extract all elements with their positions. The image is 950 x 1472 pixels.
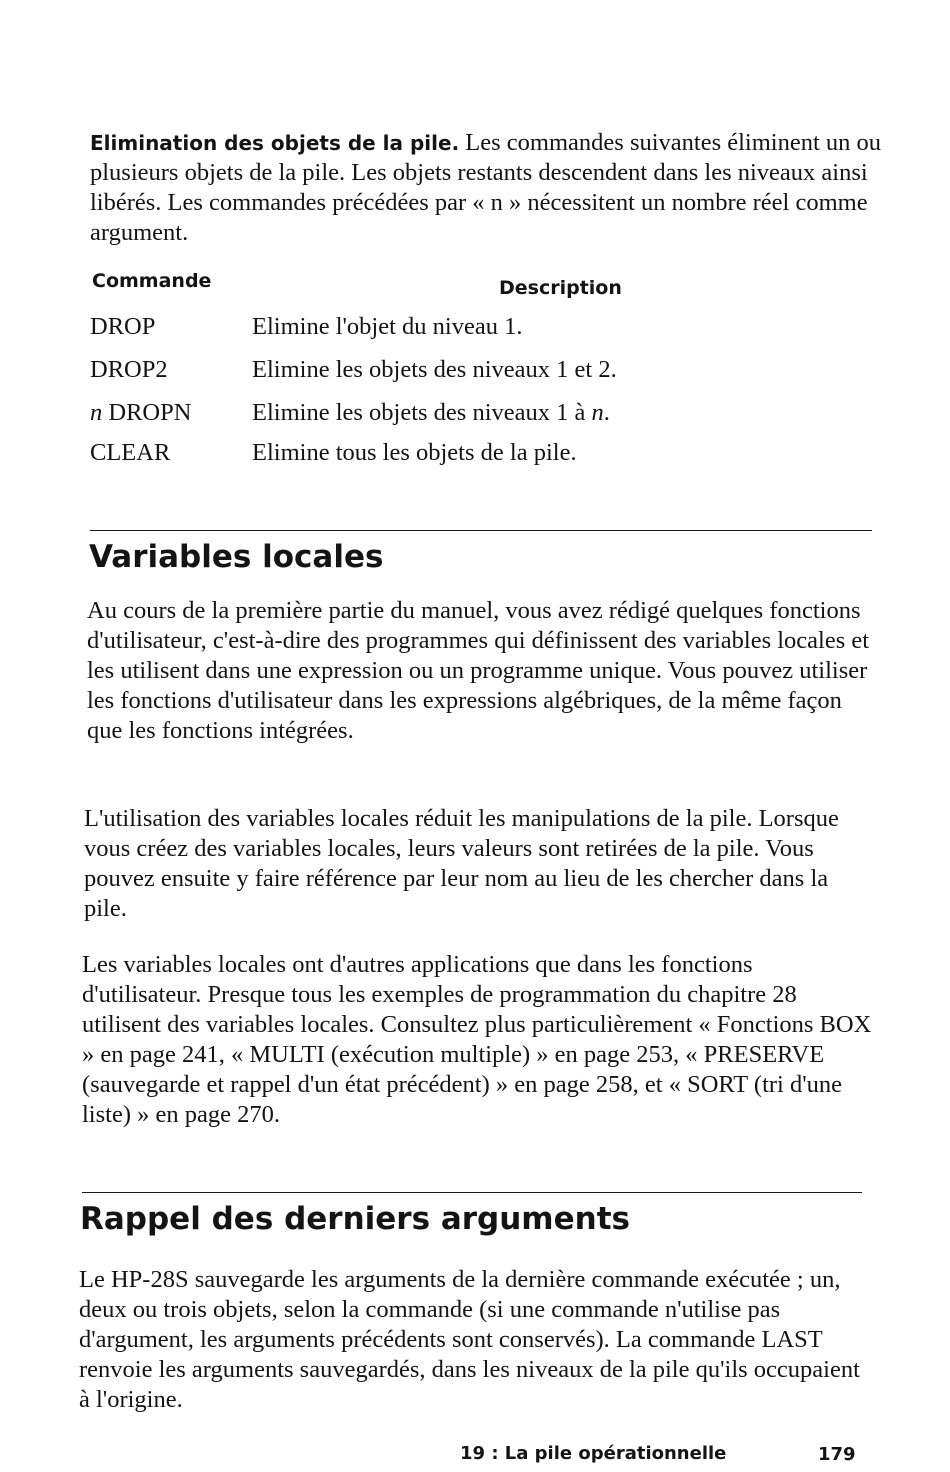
command-name: DROP (90, 313, 156, 340)
page-number: 179 (818, 1444, 856, 1465)
body-paragraph: Les variables locales ont d'autres applications que dans les fonctions d'utilisateur. Presque tous les exemples de programmation du chapitre 28 utilisent des variables locales. Consultez plus particulièrement « Fonctions BOX » en page 241, « MULTI (exécution multiple) » en page 253, « PRESERVE (sauvegarde et rappel d'un état précédent) » en page 258, et « SORT (tri d'une liste) » en page 270. (82, 951, 872, 1128)
command-name: DROP2 (90, 356, 168, 383)
command-keyword: DROPN (102, 399, 192, 426)
table-row (90, 398, 870, 432)
description-text: Elimine les objets des niveaux 1 à (252, 399, 592, 426)
command-name (90, 398, 191, 428)
intro-lead: Elimination des objets de la pile. (90, 131, 460, 155)
command-description: Elimine les objets des niveaux 1 et 2. (252, 356, 617, 383)
table-row (90, 438, 870, 472)
table-header-description: Description (499, 277, 622, 299)
description-variable: n (591, 399, 604, 426)
table-header-command: Commande (92, 270, 212, 292)
section-heading: Variables locales (89, 539, 384, 575)
section-divider (90, 530, 872, 531)
intro-paragraph (90, 128, 882, 248)
command-variable: n (90, 399, 103, 426)
intro-text: Les commandes suivantes éliminent un ou plusieurs objets de la pile. Les objets restants descendent dans les niveaux ainsi libérés. Les commandes précédées par « n » nécessitent un nombre réel comme argument. (90, 129, 882, 246)
section-divider (82, 1192, 862, 1193)
section-heading: Rappel des derniers arguments (80, 1201, 630, 1237)
command-description (252, 398, 610, 428)
body-paragraph: Au cours de la première partie du manuel, vous avez rédigé quelques fonctions d'utilisateur, c'est-à-dire des programmes qui définissent des variables locales et les utilisent dans une expression ou un programme unique. Vous pouvez utiliser les fonctions d'utilisateur dans les expressions algébriques, de la même façon que les fonctions intégrées. (87, 597, 870, 744)
command-description: Elimine l'objet du niveau 1. (252, 313, 523, 340)
chapter-title: 19 : La pile opérationnelle (460, 1443, 727, 1464)
body-paragraph: L'utilisation des variables locales réduit les manipulations de la pile. Lorsque vous créez des variables locales, leurs valeurs sont retirées de la pile. Vous pouvez ensuite y faire référence par leur nom au lieu de les chercher dans la pile. (84, 805, 839, 922)
body-paragraph: Le HP-28S sauvegarde les arguments de la dernière commande exécutée ; un, deux ou trois objets, selon la commande (si une commande n'utilise pas d'argument, les arguments précédents sont conservés). La commande LAST renvoie les arguments sauvegardés, dans les niveaux de la pile qu'ils occupaient à l'origine. (79, 1266, 860, 1413)
description-end: . (603, 399, 610, 426)
table-row (90, 355, 870, 389)
command-name: CLEAR (90, 439, 171, 466)
command-description: Elimine tous les objets de la pile. (252, 439, 577, 466)
table-row (90, 312, 870, 346)
